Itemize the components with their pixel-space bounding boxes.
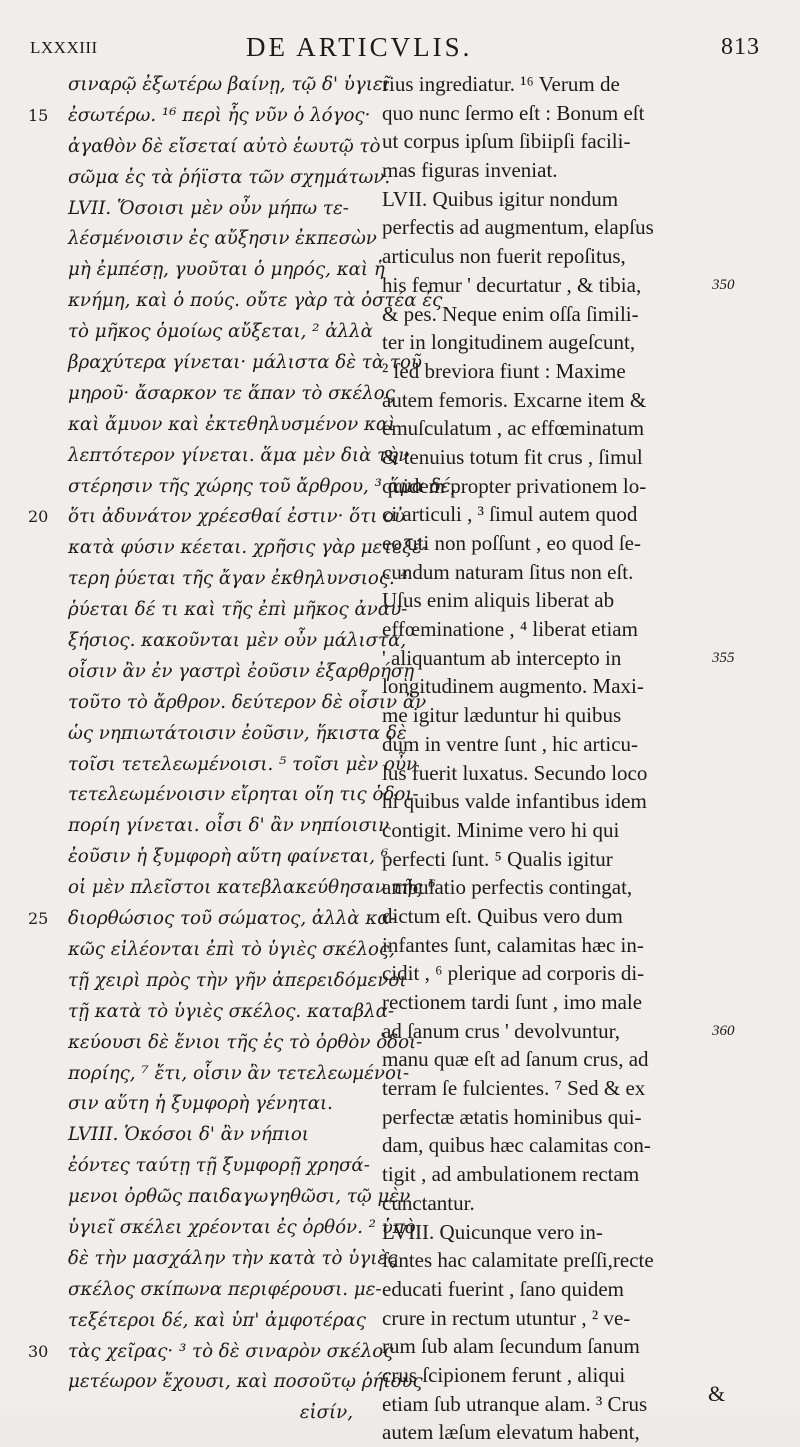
latin-line <box>382 271 742 300</box>
latin-line-text: me igitur læduntur hi quibus <box>382 703 622 728</box>
latin-line <box>382 1189 742 1218</box>
latin-line-text: ambulatio perfectis contingat, <box>382 875 633 900</box>
greek-line-text: μετέωρον ἔχουσι, καὶ ποσοῦτῳ ῥήϊους <box>68 1371 423 1393</box>
latin-line <box>382 959 742 988</box>
latin-line <box>382 1390 742 1419</box>
greek-line <box>28 224 377 255</box>
latin-line-text: articulus non fuerit repoſitus, <box>382 244 626 269</box>
greek-line-text: ἐόντες ταύτῃ τῇ ξυμφορῇ χρησά- <box>68 1155 370 1177</box>
greek-line <box>28 750 418 781</box>
greek-line <box>28 811 390 842</box>
latin-line <box>382 845 742 874</box>
latin-line-text: autem femoris. Excarne item & <box>382 387 647 412</box>
latin-line-text: emuſculatum , ac effœminatum <box>382 416 645 441</box>
latin-line-text: dam, quibus hæc calamitas con- <box>382 1133 651 1158</box>
latin-line-text: infantes ſunt, calamitas hæc in- <box>382 932 644 957</box>
latin-line-text: rectionem tardi ſunt , imo male <box>382 990 643 1014</box>
greek-line-text: σκέλος σκίπωνα περιφέρουσι. με- <box>68 1278 382 1300</box>
greek-line <box>28 502 406 533</box>
latin-line-text: ci articuli , ³ ſimul autem quod <box>382 502 638 527</box>
latin-line <box>382 644 742 673</box>
latin-line-text: ² ſed breviora fiunt : Maxime <box>382 358 626 383</box>
greek-line-text: σῶμα ἐς τὰ ῥήϊστα τῶν σχημάτων. <box>68 166 391 188</box>
latin-line-text: LVIII. Quicunque vero in- <box>382 1219 603 1244</box>
latin-line <box>382 1045 742 1074</box>
latin-line <box>382 443 742 472</box>
latin-line <box>382 672 742 701</box>
greek-line <box>28 626 407 657</box>
greek-line <box>28 935 395 966</box>
greek-line-text: μὴ ἐμπέσῃ, γυοῦται ὁ μηρός, καὶ ἡ <box>68 259 385 281</box>
greek-line-text: ἀγαθὸν δὲ εἴσεταί αὐτὸ ἑωυτῷ τὸ <box>68 135 381 157</box>
greek-line-text: σιναρῷ ἐξωτέρω βαίνῃ, τῷ δ' ὑγιεῖ <box>68 74 390 95</box>
latin-line <box>382 472 742 501</box>
greek-line <box>28 379 395 410</box>
greek-line-text: εἰσίν, <box>299 1402 353 1424</box>
greek-line-text: τερη ῥύεται τῆς ἄγαν ἐκθηλυνσιος. ⁴ <box>68 568 408 590</box>
greek-line-text: LVII. Ὅσοισι μὲν οὖν μήπω τε- <box>68 197 349 219</box>
line-number: 20 <box>28 507 49 527</box>
latin-line <box>382 500 742 529</box>
latin-line <box>382 300 742 329</box>
page-number: 813 <box>721 34 760 60</box>
latin-line-text: quo nunc ſermo eſt : Bonum eſt <box>382 100 645 125</box>
greek-line <box>28 595 408 626</box>
greek-line <box>28 1244 398 1275</box>
greek-line <box>28 1089 373 1120</box>
latin-line-text: & pes. Neque enim oſſa ſimili- <box>382 301 639 326</box>
latin-line-text: ut corpus ipſum ſibiipſi facili- <box>382 129 631 154</box>
greek-line-text: τετελεωμένοισιν εἴρηται οἵη τις ὁδοι- <box>68 784 419 806</box>
greek-line <box>28 1337 394 1368</box>
greek-line-text: τὸ μῆκος ὁμοίως αὔξεται, ² ἀλλὰ <box>68 321 373 343</box>
latin-line-text: longitudinem augmento. Maxi- <box>382 674 644 699</box>
chapter-number: LXXXIII <box>30 38 98 57</box>
latin-line <box>382 185 742 214</box>
greek-line-text: στέρησιν τῆς χώρης τοῦ ἄρθρου, ³ ἅμα δέ, <box>68 475 457 497</box>
greek-line-text: τῇ κατὰ τὸ ὑγιὲς σκέλος. καταβλα- <box>68 1000 394 1022</box>
latin-line-text: dum in ventre ſunt , hic articu- <box>382 731 639 756</box>
latin-line <box>382 816 742 845</box>
latin-line-text: quidem propter privationem lo- <box>382 473 647 498</box>
greek-line-text: καὶ ἄμυον καὶ ἐκτεθηλυσμένον καὶ <box>68 413 396 435</box>
greek-line-text: τεξέτεροι δέ, καὶ ὑπ' ἀμφοτέρας <box>68 1309 366 1331</box>
latin-line-text: his femur ' decurtatur , & tibia, <box>382 272 642 297</box>
greek-line-text: τοῖσι τετελεωμένοισι. ⁵ τοῖσι μὲν οὖν <box>68 753 418 775</box>
latin-line-text: rius ingrediatur. ¹⁶ Verum de <box>382 72 620 96</box>
greek-line <box>28 966 407 997</box>
greek-line-text: οἱ μὲν πλεῖστοι κατεβλακεύθησαν τῆς ⁶ <box>68 877 436 899</box>
greek-line <box>28 348 422 379</box>
latin-line-text: ' aliquantum ab intercepto in <box>382 645 622 670</box>
greek-line-text: κεύουσι δὲ ἔνιοι τῆς ἐς τὸ ὀρθὸν ὁδοι- <box>68 1031 423 1053</box>
greek-line-text: λέσμένοισιν ἐς αὔξησιν ἐκπεσὼν <box>68 228 377 250</box>
line-number: 15 <box>28 105 49 125</box>
latin-line <box>382 213 742 242</box>
greek-line <box>28 1367 423 1398</box>
latin-line-text: etiam ſub utranque alam. ³ Crus <box>382 1391 648 1416</box>
greek-line <box>28 1028 423 1059</box>
greek-line <box>28 1059 410 1090</box>
greek-line-text: μηροῦ· ἄσαρκον τε ἅπαν τὸ σκέλος <box>68 382 395 404</box>
greek-line <box>28 1275 382 1306</box>
latin-line <box>382 1361 742 1390</box>
running-header <box>30 30 790 70</box>
latin-line <box>382 759 742 788</box>
latin-line <box>382 615 742 644</box>
greek-line-text: τὰς χεῖρας· ³ τὸ δὲ σιναρὸν σκέλος <box>68 1340 394 1362</box>
greek-line <box>28 101 373 132</box>
latin-line <box>382 701 742 730</box>
greek-line <box>28 873 436 904</box>
greek-line <box>28 1120 373 1151</box>
greek-line-text: κατὰ φύσιν κέεται. χρῆσις γὰρ μετεξέ- <box>68 537 429 559</box>
greek-line <box>28 317 373 348</box>
greek-line <box>28 194 373 225</box>
latin-line-text: cidit , ⁶ plerique ad corporis di- <box>382 961 645 986</box>
latin-line <box>382 70 742 99</box>
latin-line-text: & tenuius totum fit crus , ſimul <box>382 444 643 469</box>
latin-line <box>382 386 742 415</box>
greek-line-text: κῶς εἰλέονται ἐπὶ τὸ ὑγιὲς σκέλος, <box>68 938 395 960</box>
latin-line <box>382 558 742 587</box>
greek-line <box>28 441 410 472</box>
greek-line-text: λεπτότερον γίνεται. ἅμα μὲν διὰ τὴν <box>68 444 410 466</box>
greek-line <box>28 780 419 811</box>
latin-line-text: Uſus enim aliquis liberat ab <box>382 588 615 613</box>
latin-line-text: rum ſub alam ſecundum ſanum <box>382 1334 640 1359</box>
latin-line-text: manu quæ eſt ad ſanum crus, ad <box>382 1047 649 1072</box>
catchword: & <box>708 1381 726 1406</box>
latin-line <box>382 787 742 816</box>
greek-line-text: ἐσωτέρω. ¹⁶ περὶ ἧς νῦν ὁ λόγος· <box>68 104 371 126</box>
latin-line <box>382 1131 742 1160</box>
latin-line-text: perfecti ſunt. ⁵ Qualis igitur <box>382 846 613 871</box>
page-title: DE ARTICVLIS. <box>246 32 473 62</box>
greek-line <box>28 719 407 750</box>
greek-line <box>28 997 394 1028</box>
latin-line <box>382 1275 742 1304</box>
latin-line <box>382 242 742 271</box>
latin-line <box>382 1304 742 1333</box>
latin-line <box>382 1017 742 1046</box>
latin-line <box>382 1160 742 1189</box>
greek-line <box>28 904 396 935</box>
latin-line-text: perfectæ ætatis hominibus qui- <box>382 1104 642 1129</box>
greek-line-text: πορίης, ⁷ ἔτι, οἷσιν ἂν τετελεωμένοι- <box>68 1062 410 1084</box>
latin-line <box>382 873 742 902</box>
latin-line <box>382 1103 742 1132</box>
greek-line <box>28 1306 373 1337</box>
greek-line <box>28 564 408 595</box>
latin-line-text: dictum eſt. Quibus vero dum <box>382 903 623 928</box>
latin-line <box>382 902 742 931</box>
greek-line-text: LVIII. Ὁκόσοι δ' ἂν νήπιοι <box>68 1124 309 1146</box>
margin-line-number: 360 <box>712 1022 735 1039</box>
greek-line <box>28 657 415 688</box>
greek-line <box>28 1182 411 1213</box>
latin-line <box>382 988 742 1017</box>
greek-line <box>28 286 443 317</box>
greek-line <box>28 688 427 719</box>
line-number: 30 <box>28 1341 49 1361</box>
margin-line-number: 350 <box>712 276 735 293</box>
greek-line <box>28 255 385 286</box>
greek-line-text: ἐοῦσιν ἡ ξυμφορὴ αὕτη φαίνεται, ⁶ <box>68 846 389 868</box>
line-number: 25 <box>28 909 49 929</box>
greek-line-text: δὲ τὴν μασχάλην τὴν κατὰ τὸ ὑγιὲς <box>68 1247 398 1269</box>
latin-line-text: terram ſe fulcientes. ⁷ Sed & ex <box>382 1076 646 1101</box>
greek-line-text: ὅτι ἀδυνάτον χρέεσθαί ἐστιν· ὅτι οὐ <box>68 506 406 528</box>
greek-line-text: σιν αὕτη ἡ ξυμφορὴ γένηται. <box>68 1093 333 1115</box>
greek-line-text: διορθώσιος τοῦ σώματος, ἀλλὰ κα- <box>68 908 396 930</box>
greek-line <box>28 842 389 873</box>
greek-line <box>28 163 391 194</box>
latin-line-text: lus fuerit luxatus. Secundo loco <box>382 760 648 785</box>
latin-line-text: ter in longitudinem augeſcunt, <box>382 330 636 355</box>
margin-line-number: 355 <box>712 649 735 666</box>
latin-line <box>382 328 742 357</box>
latin-line-text: effœminatione , ⁴ liberat etiam <box>382 617 638 642</box>
greek-line-text: ῥύεται δέ τι καὶ τῆς ἐπὶ μῆκος ἀναυ- <box>68 599 408 621</box>
latin-line <box>382 1218 742 1247</box>
latin-line-text: ad ſanum crus ' devolvuntur, <box>382 1018 620 1043</box>
latin-line <box>382 1418 742 1447</box>
latin-line-text: cundum naturam ſitus non eſt. <box>382 559 634 584</box>
latin-line-text: tigit , ad ambulationem rectam <box>382 1162 640 1187</box>
latin-text-column <box>382 70 742 1447</box>
latin-line <box>382 529 742 558</box>
latin-line <box>382 357 742 386</box>
greek-line <box>28 132 381 163</box>
greek-line <box>28 70 390 101</box>
latin-line <box>382 99 742 128</box>
greek-line <box>28 533 429 564</box>
latin-line <box>382 127 742 156</box>
latin-line <box>382 156 742 185</box>
latin-line-text: mas figuras inveniat. <box>382 158 558 183</box>
latin-line <box>382 931 742 960</box>
greek-line-text: κνήμη, καὶ ὁ πούς. οὔτε γὰρ τὰ ὀστέα ἐς <box>68 290 443 312</box>
latin-line-text: crus ſcipionem ferunt , aliqui <box>382 1362 626 1387</box>
greek-line-text: ὡς νηπιωτάτοισιν ἐοῦσιν, ἥκιστα δὲ <box>68 722 407 744</box>
latin-line-text: hi quibus valde infantibus idem <box>382 789 647 814</box>
greek-line-text: τῇ χειρὶ πρὸς τὴν γῆν ἀπερειδόμενοι <box>68 969 407 991</box>
latin-line-text: contigit. Minime vero hi qui <box>382 817 620 842</box>
greek-line-text: οἷσιν ἂν ἐν γαστρὶ ἐοῦσιν ἐξαρθρήσῃ <box>68 660 415 682</box>
latin-line-text: LVII. Quibus igitur nondum <box>382 186 619 211</box>
greek-line-text: τοῦτο τὸ ἄρθρον. δεύτερον δὲ οἷσιν ἂν <box>68 691 427 713</box>
greek-line-text: ξήσιος. κακοῦνται μὲν οὖν μάλιστα, <box>68 630 407 652</box>
greek-line-text: μενοι ὀρθῶς παιδαγωγηθῶσι, τῷ μὲν <box>68 1186 411 1208</box>
latin-line-text: autem læſum elevatum habent, <box>382 1420 640 1445</box>
greek-line <box>28 472 457 503</box>
latin-line <box>382 1074 742 1103</box>
latin-line-text: fantes hac calamitate preſſi,recte <box>382 1248 654 1273</box>
latin-line <box>382 1246 742 1275</box>
greek-line-text: πορίη γίνεται. οἷσι δ' ἂν νηπίοισιν <box>68 815 390 837</box>
latin-line <box>382 730 742 759</box>
greek-line <box>28 1151 373 1182</box>
latin-line <box>382 414 742 443</box>
latin-line-text: educati fuerint , ſano quidem <box>382 1276 625 1301</box>
greek-line <box>28 1398 373 1429</box>
latin-line <box>382 1332 742 1361</box>
latin-line-text: perfectis ad augmentum, elapſus <box>382 215 654 240</box>
greek-line <box>28 410 396 441</box>
greek-line <box>28 1213 416 1244</box>
latin-line <box>382 586 742 615</box>
latin-line-text: crure in rectum utuntur , ² ve- <box>382 1305 631 1330</box>
greek-line-text: βραχύτερα γίνεται· μάλιστα δὲ τὰ τοῦ <box>68 352 422 374</box>
latin-line-text: eo uti non poſſunt , eo quod ſe- <box>382 531 641 555</box>
greek-line-text: ὑγιεῖ σκέλει χρέονται ἐς ὀρθόν. ² ὑπὸ <box>68 1216 416 1238</box>
latin-line-text: cunctantur. <box>382 1190 475 1215</box>
